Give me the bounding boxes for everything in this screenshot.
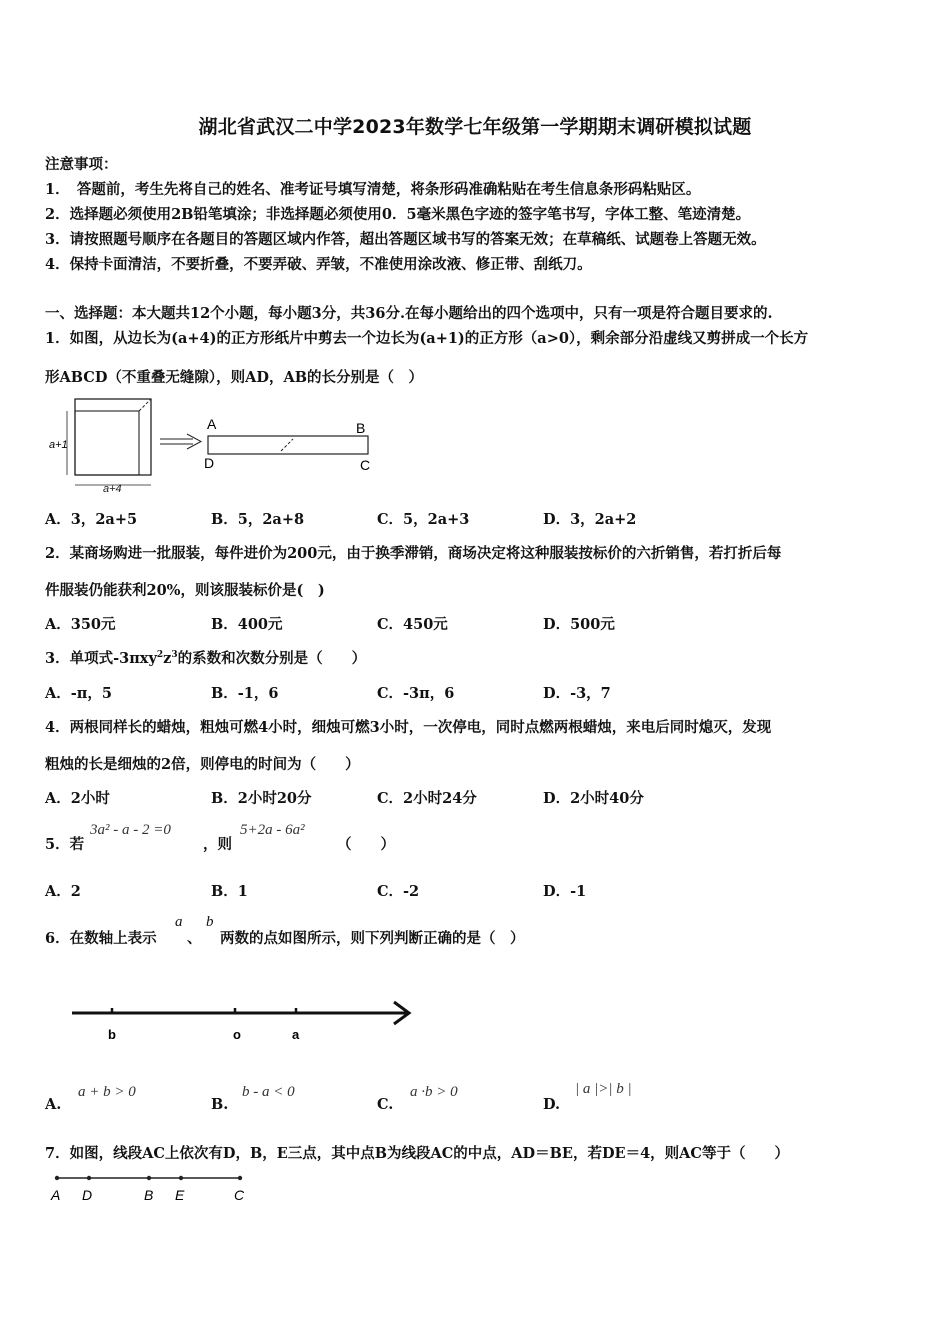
q6-number-line [60, 995, 420, 1050]
q7-point-C: C [234, 1187, 245, 1203]
q1-text-line1: 1．如图，从边长为(a+4)的正方形纸片中剪去一个边长为(a+1)的正方形（a>0），剩余部分沿虚线又剪拼成一个长方 [45, 330, 809, 347]
q4-option-d: D．2小时40分 [543, 790, 644, 807]
q6-option-b-letter: B. [211, 1096, 229, 1113]
q2-option-d: D．500元 [543, 616, 615, 633]
q1-option-d: D．3，2a+2 [543, 511, 637, 528]
q7-point-E: E [175, 1187, 185, 1203]
q6-option-a-expr: a + b > 0 [78, 1084, 136, 1100]
q4-option-b: B．2小时20分 [211, 790, 312, 807]
notice-heading: 注意事项： [45, 156, 118, 173]
q1-side-label: a+1 [49, 439, 68, 451]
q6-option-d-letter: D. [543, 1096, 561, 1113]
q2-option-a: A．350元 [45, 616, 116, 633]
q7-point-A: A [51, 1187, 61, 1203]
q5-option-d: D．-1 [543, 883, 587, 900]
q5-prefix: 5．若 [45, 836, 85, 853]
q5-suffix: （ ） [337, 836, 395, 853]
q5-option-b: B．1 [211, 883, 248, 900]
q6-sep: 、 [187, 930, 202, 947]
q6-var-b: b [206, 914, 214, 930]
q2-option-b: B．400元 [211, 616, 283, 633]
q1-bottom-label: a+4 [103, 483, 122, 493]
q4-text-line2: 粗烛的长是细烛的2倍，则停电的时间为（ ） [45, 756, 360, 773]
q6-prefix: 6．在数轴上表示 [45, 930, 157, 947]
q4-option-c: C．2小时24分 [377, 790, 477, 807]
q6-var-a: a [175, 914, 183, 930]
q3-option-b: B．-1，6 [211, 685, 279, 702]
notice-item: 4．保持卡面清洁，不要折叠，不要弄破、弄皱，不准使用涂改液、修正带、刮纸刀。 [45, 256, 592, 273]
q6-option-c-letter: C. [377, 1096, 394, 1113]
q6-axis-label-a: a [292, 1027, 300, 1042]
q6-option-a-letter: A. [45, 1096, 62, 1113]
q2-text-line2: 件服装仍能获利20%，则该服装标价是( ) [45, 582, 325, 599]
q1-option-b: B．5，2a+8 [211, 511, 305, 528]
q5-option-c: C．-2 [377, 883, 420, 900]
q1-option-a: A．3，2a+5 [45, 511, 138, 528]
notice-item: 3．请按照题号顺序在各题目的答题区域内作答，超出答题区域书写的答案无效；在草稿纸、试题卷上答题无效。 [45, 231, 766, 248]
q6-option-b-expr: b - a < 0 [242, 1084, 295, 1100]
q5-option-a: A．2 [45, 883, 81, 900]
q1-label-A: A [207, 416, 217, 432]
q3-option-d: D．-3，7 [543, 685, 611, 702]
q6-axis-label-o: o [233, 1027, 241, 1042]
q6-option-d-expr: | a |>| b | [575, 1081, 632, 1097]
notice-item: 1． 答题前，考生先将自己的姓名、准考证号填写清楚，将条形码准确粘贴在考生信息条形码粘贴区。 [45, 181, 701, 198]
page-title: 湖北省武汉二中学2023年数学七年级第一学期期末调研模拟试题 [198, 116, 752, 138]
q3-option-a: A．-π，5 [45, 685, 112, 702]
q6-option-c-expr: a ·b > 0 [410, 1084, 458, 1100]
q3-text: 3．单项式$-3\pi xy^2z^3$的系数和次数分别是（ ） [45, 650, 367, 667]
q1-option-c: C．5，2a+3 [377, 511, 470, 528]
q5-mid: ，则 [203, 836, 232, 853]
q7-point-D: D [82, 1187, 93, 1203]
q1-label-D: D [204, 455, 215, 471]
q6-axis-label-b: b [108, 1027, 116, 1042]
q4-option-a: A．2小时 [45, 790, 110, 807]
notice-item: 2．选择题必须使用2B铅笔填涂；非选择题必须使用0．5毫米黑色字迹的签字笔书写，字体工整、笔迹清楚。 [45, 206, 751, 223]
q1-label-B: B [356, 420, 366, 436]
q7-text: 7．如图，线段AC上依次有D，B，E三点，其中点B为线段AC的中点，AD＝BE，若DE＝4，则AC等于（ ） [45, 1145, 789, 1162]
q6-suffix: 两数的点如图所示，则下列判断正确的是（ ） [220, 930, 525, 947]
q4-text-line1: 4．两根同样长的蜡烛，粗烛可燃4小时，细烛可燃3小时，一次停电，同时点燃两根蜡烛，来电后同时熄灭，发现 [45, 719, 772, 736]
q1-figure [45, 393, 385, 493]
q2-option-c: C．450元 [377, 616, 448, 633]
q7-segment-figure [45, 1168, 265, 1208]
q1-label-C: C [360, 457, 371, 473]
q2-text-line1: 2．某商场购进一批服装，每件进价为200元，由于换季滞销，商场决定将这种服装按标价的六折销售，若打折后每 [45, 545, 782, 562]
q1-text-line2: 形ABCD（不重叠无缝隙），则AD，AB的长分别是（ ） [45, 369, 423, 386]
q7-point-B: B [144, 1187, 154, 1203]
q3-option-c: C．-3π，6 [377, 685, 455, 702]
q5-target-expr: 5+2a - 6a² [240, 822, 305, 838]
section-heading: 一、选择题：本大题共12个小题，每小题3分，共36分.在每小题给出的四个选项中，只有一项是符合题目要求的. [45, 305, 773, 322]
q5-condition-expr: 3a² - a - 2 =0 [90, 822, 171, 838]
